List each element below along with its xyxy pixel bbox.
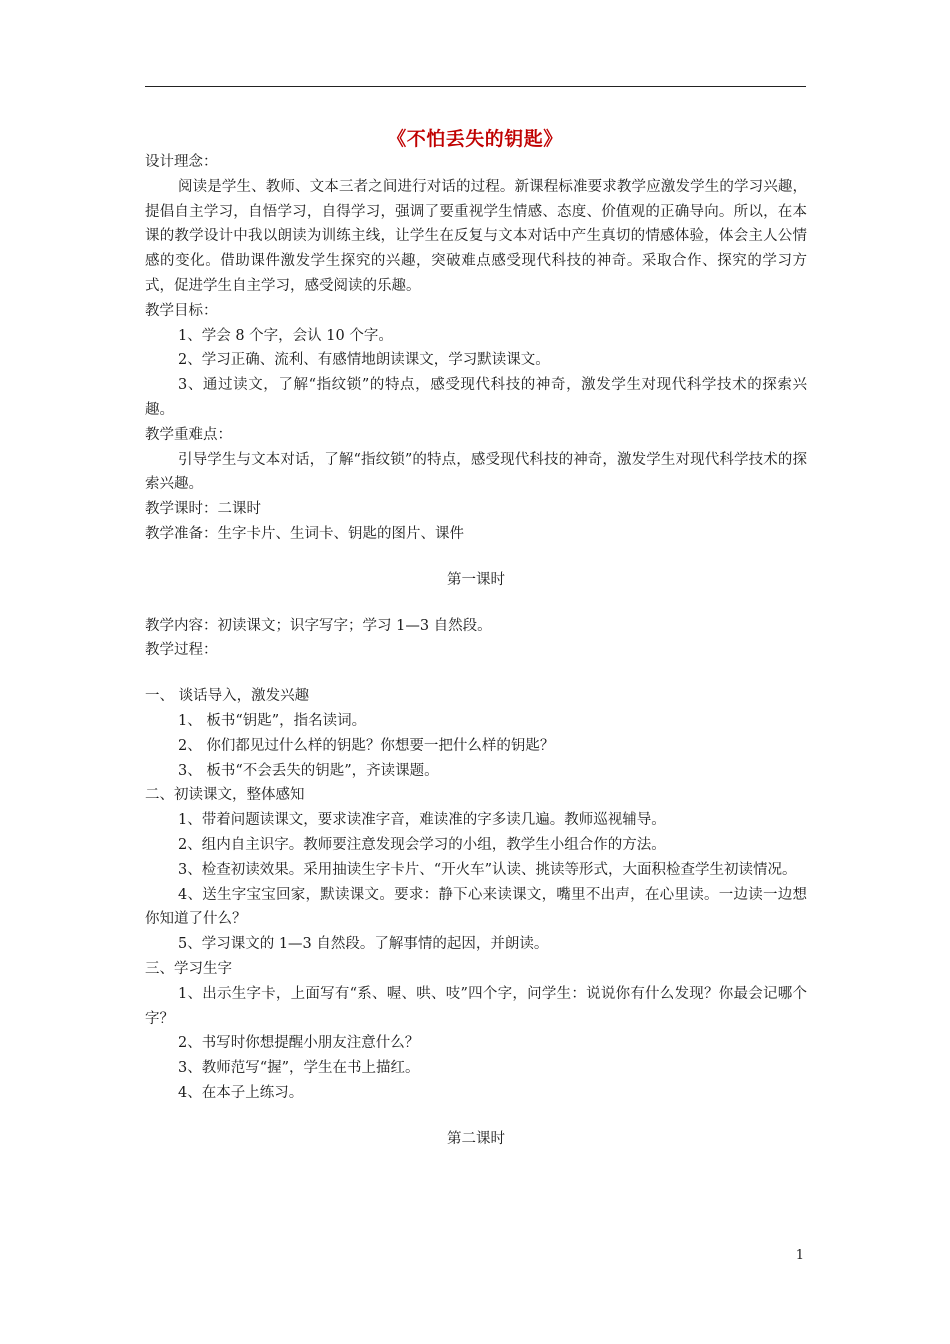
section2-item: 1、带着问题读课文，要求读准字音，难读准的字多读几遍。教师巡视辅导。: [178, 812, 666, 829]
section2-title: 二、初读课文，整体感知: [145, 787, 305, 804]
lesson1-process: 教学过程：: [145, 642, 218, 659]
spacer: [145, 547, 807, 568]
design-heading: 设计理念：: [145, 154, 218, 170]
key-heading: 教学重难点：: [145, 426, 232, 443]
section3-item: 3、教师范写“握”，学生在书上描红。: [178, 1060, 420, 1077]
lesson1-heading: 第一课时: [447, 571, 505, 588]
document-title: 《不怕丢失的钥匙》: [387, 128, 563, 150]
goal-item: 1、学会 8 个字，会认 10 个字。: [178, 327, 393, 344]
section3-title: 三、学习生字: [145, 960, 232, 977]
goal-item: 3、通过读文，了解“指纹锁”的特点，感受现代科技的神奇，激发学生对现代科学技术的探索兴趣。: [145, 377, 807, 418]
key-paragraph: 引导学生与文本对话，了解“指纹锁”的特点，感受现代科技的神奇，激发学生对现代科学技术的探索兴趣。: [145, 451, 807, 493]
lesson2-heading: 第二课时: [447, 1130, 505, 1147]
page-number: 1: [795, 1248, 804, 1263]
section2-item: 2、组内自主识字。教师要注意发现会学习的小组，教学生小组合作的方法。: [178, 836, 666, 853]
section2-item: 4、送生字宝宝回家，默读课文。要求：静下心来读课文，嘴里不出声，在心里读。一边读一边想你知道了什么？: [145, 886, 807, 928]
lesson1-content: 教学内容：初读课文；识字写字；学习 1—3 自然段。: [145, 617, 492, 634]
design-paragraph: 阅读是学生、教师、文本三者之间进行对话的过程。新课程标准要求教学应激发学生的学习兴趣，提倡自主学习，自悟学习，自得学习，强调了要重视学生情感、态度、价值观的正确导向。所以，在本课的教学设计中我以朗读为训练主线，让学生在反复与文本对话中产生真切的情感体验，体会主人公情感的变化。借助课件激发学生探究的兴趣，突破难点感受现代科技的神奇。采取合作、探究的学习方式，促进学生自主学习，感受阅读的乐趣。: [145, 178, 807, 294]
goal-item: 2、学习正确、流利、有感情地朗读课文，学习默读课文。: [178, 352, 550, 369]
prep-line: 教学准备：生字卡片、生词卡、钥匙的图片、课件: [145, 525, 464, 542]
section1-item: 3、 板书“不会丢失的钥匙”，齐读课题。: [178, 762, 439, 779]
goals-heading: 教学目标：: [145, 302, 218, 319]
section2-item: 3、检查初读效果。采用抽读生字卡片、“开火车”认读、挑读等形式，大面积检查学生初读情况。: [178, 861, 797, 878]
section1-title: 一、 谈话导入，激发兴趣: [145, 688, 310, 705]
header-rule: [145, 86, 806, 87]
section1-item: 1、 板书“钥匙”，指名读词。: [178, 712, 367, 729]
spacer: [145, 593, 807, 614]
spacer: [145, 1106, 807, 1127]
section1-item: 2、 你们都见过什么样的钥匙？你想要一把什么样的钥匙？: [178, 737, 555, 754]
hours-line: 教学课时：二课时: [145, 501, 261, 518]
section3-item: 2、书写时你想提醒小朋友注意什么？: [178, 1035, 420, 1052]
section3-item: 4、在本子上练习。: [178, 1084, 304, 1101]
spacer: [145, 663, 807, 684]
section3-item: 1、出示生字卡，上面写有“系、喔、哄、吱”四个字，问学生：说说你有什么发现？你最会记哪个字？: [145, 985, 807, 1027]
section2-item: 5、学习课文的 1—3 自然段。了解事情的起因，并朗读。: [178, 936, 549, 953]
document-body: [145, 150, 807, 1151]
